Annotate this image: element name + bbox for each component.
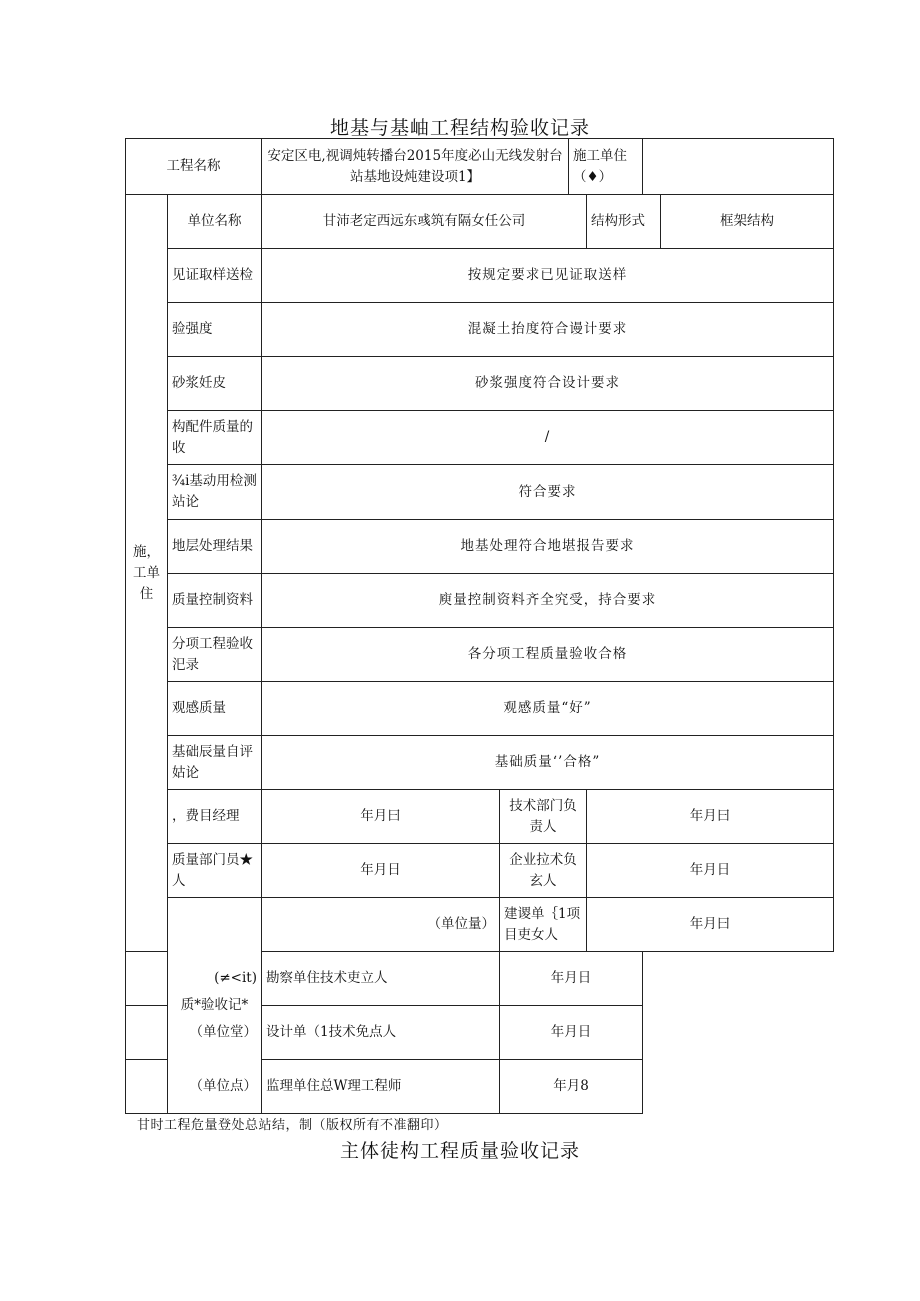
item-value: 各分项工程质量验收合格 xyxy=(262,628,834,682)
item-label: 观感质量 xyxy=(168,682,262,736)
item-value: 基础质量‘’合格” xyxy=(262,736,834,790)
footer-note: 甘时工程危量登处总站结，制（版权所有不准翻印） xyxy=(137,1118,448,1133)
unit-name-value: 甘沛老定西远东彧筑有隔女任公司 xyxy=(262,195,587,249)
project-name-row xyxy=(126,139,834,195)
signer-label-2: 技术部门负责人 xyxy=(500,790,587,844)
list-item xyxy=(126,520,834,574)
list-item xyxy=(126,303,834,357)
list-item xyxy=(126,465,834,520)
item-label: 见证取样送检 xyxy=(168,249,262,303)
acceptance-role: 建谡单｛1项目吏女人 xyxy=(500,898,587,952)
item-value: 符合要求 xyxy=(262,465,834,520)
item-value: 观感质量“好” xyxy=(262,682,834,736)
signer-date: 年月曰 xyxy=(262,790,500,844)
signature-row xyxy=(126,844,834,898)
acceptance-row xyxy=(126,1060,834,1114)
item-value: 按规定要求已见证取送样 xyxy=(262,249,834,303)
item-value: 地基处理符合地堪报告要求 xyxy=(262,520,834,574)
unit-name-label: 单位名称 xyxy=(168,195,262,249)
acceptance-row xyxy=(126,898,834,952)
construction-unit-side-label: 施，工单住 xyxy=(126,195,168,952)
item-label: 砂浆妊皮 xyxy=(168,357,262,411)
project-name-label: 工程名称 xyxy=(126,139,262,195)
acceptance-unit: （单位堂） xyxy=(126,1006,262,1060)
acceptance-role: 勘察单住技术吏立人 xyxy=(262,952,500,1006)
item-label: 质量控制资料 xyxy=(168,574,262,628)
project-name-value: 安定区电,视调炖转播台2015年度必山无线发射台站基地设炖建设项1】 xyxy=(262,139,569,195)
signature-row xyxy=(126,790,834,844)
item-label: 基础辰量自评姑论 xyxy=(168,736,262,790)
acceptance-unit: （单位点） xyxy=(126,1060,262,1114)
construction-unit-value xyxy=(643,139,834,195)
item-value: 砂浆强度符合设计要求 xyxy=(262,357,834,411)
acceptance-date: 年月8 xyxy=(500,1060,643,1114)
item-label: 地层处理结果 xyxy=(168,520,262,574)
item-label: 分项工程验收汜录 xyxy=(168,628,262,682)
signer-label: ，费目经理 xyxy=(168,790,262,844)
acceptance-role: 设计单（1技术免点人 xyxy=(262,1006,500,1060)
item-label: 构配件质量的收 xyxy=(168,411,262,465)
acceptance-side-label: 质*验收记* xyxy=(168,898,262,1114)
acceptance-date: 年月日 xyxy=(500,952,643,1006)
item-value: / xyxy=(262,411,834,465)
signer-label: 质量部门员★人 xyxy=(168,844,262,898)
unit-name-row xyxy=(126,195,834,249)
list-item xyxy=(126,628,834,682)
acceptance-record-table xyxy=(125,138,834,1114)
page-title: 地基与基岫工程结构验收记录 xyxy=(329,117,590,139)
acceptance-unit: (≠<it) xyxy=(126,952,262,1006)
list-item xyxy=(126,357,834,411)
list-item xyxy=(126,249,834,303)
signer-label-2: 企业拉术负玄人 xyxy=(500,844,587,898)
item-label: 验强度 xyxy=(168,303,262,357)
list-item xyxy=(126,411,834,465)
signer-date-2: 年月曰 xyxy=(587,790,834,844)
signer-date-2: 年月日 xyxy=(587,844,834,898)
list-item xyxy=(126,682,834,736)
item-value: 庾量控制资料齐全究受，持合要求 xyxy=(262,574,834,628)
list-item xyxy=(126,574,834,628)
item-label: ¾i基动用检测站论 xyxy=(168,465,262,520)
acceptance-date: 年月曰 xyxy=(587,898,834,952)
structure-value: 框架结构 xyxy=(661,195,834,249)
construction-unit-label: 施工单住（♦） xyxy=(569,139,643,195)
next-section-title: 主体徒构工程质量验收记录 xyxy=(339,1140,580,1162)
acceptance-unit: （单位量） xyxy=(262,898,500,952)
acceptance-date: 年月日 xyxy=(500,1006,643,1060)
item-value: 混凝土抬度符合谩计要求 xyxy=(262,303,834,357)
structure-label: 结构形式 xyxy=(587,195,661,249)
signer-date: 年月日 xyxy=(262,844,500,898)
acceptance-role: 监理单住总W理工程师 xyxy=(262,1060,500,1114)
list-item xyxy=(126,736,834,790)
